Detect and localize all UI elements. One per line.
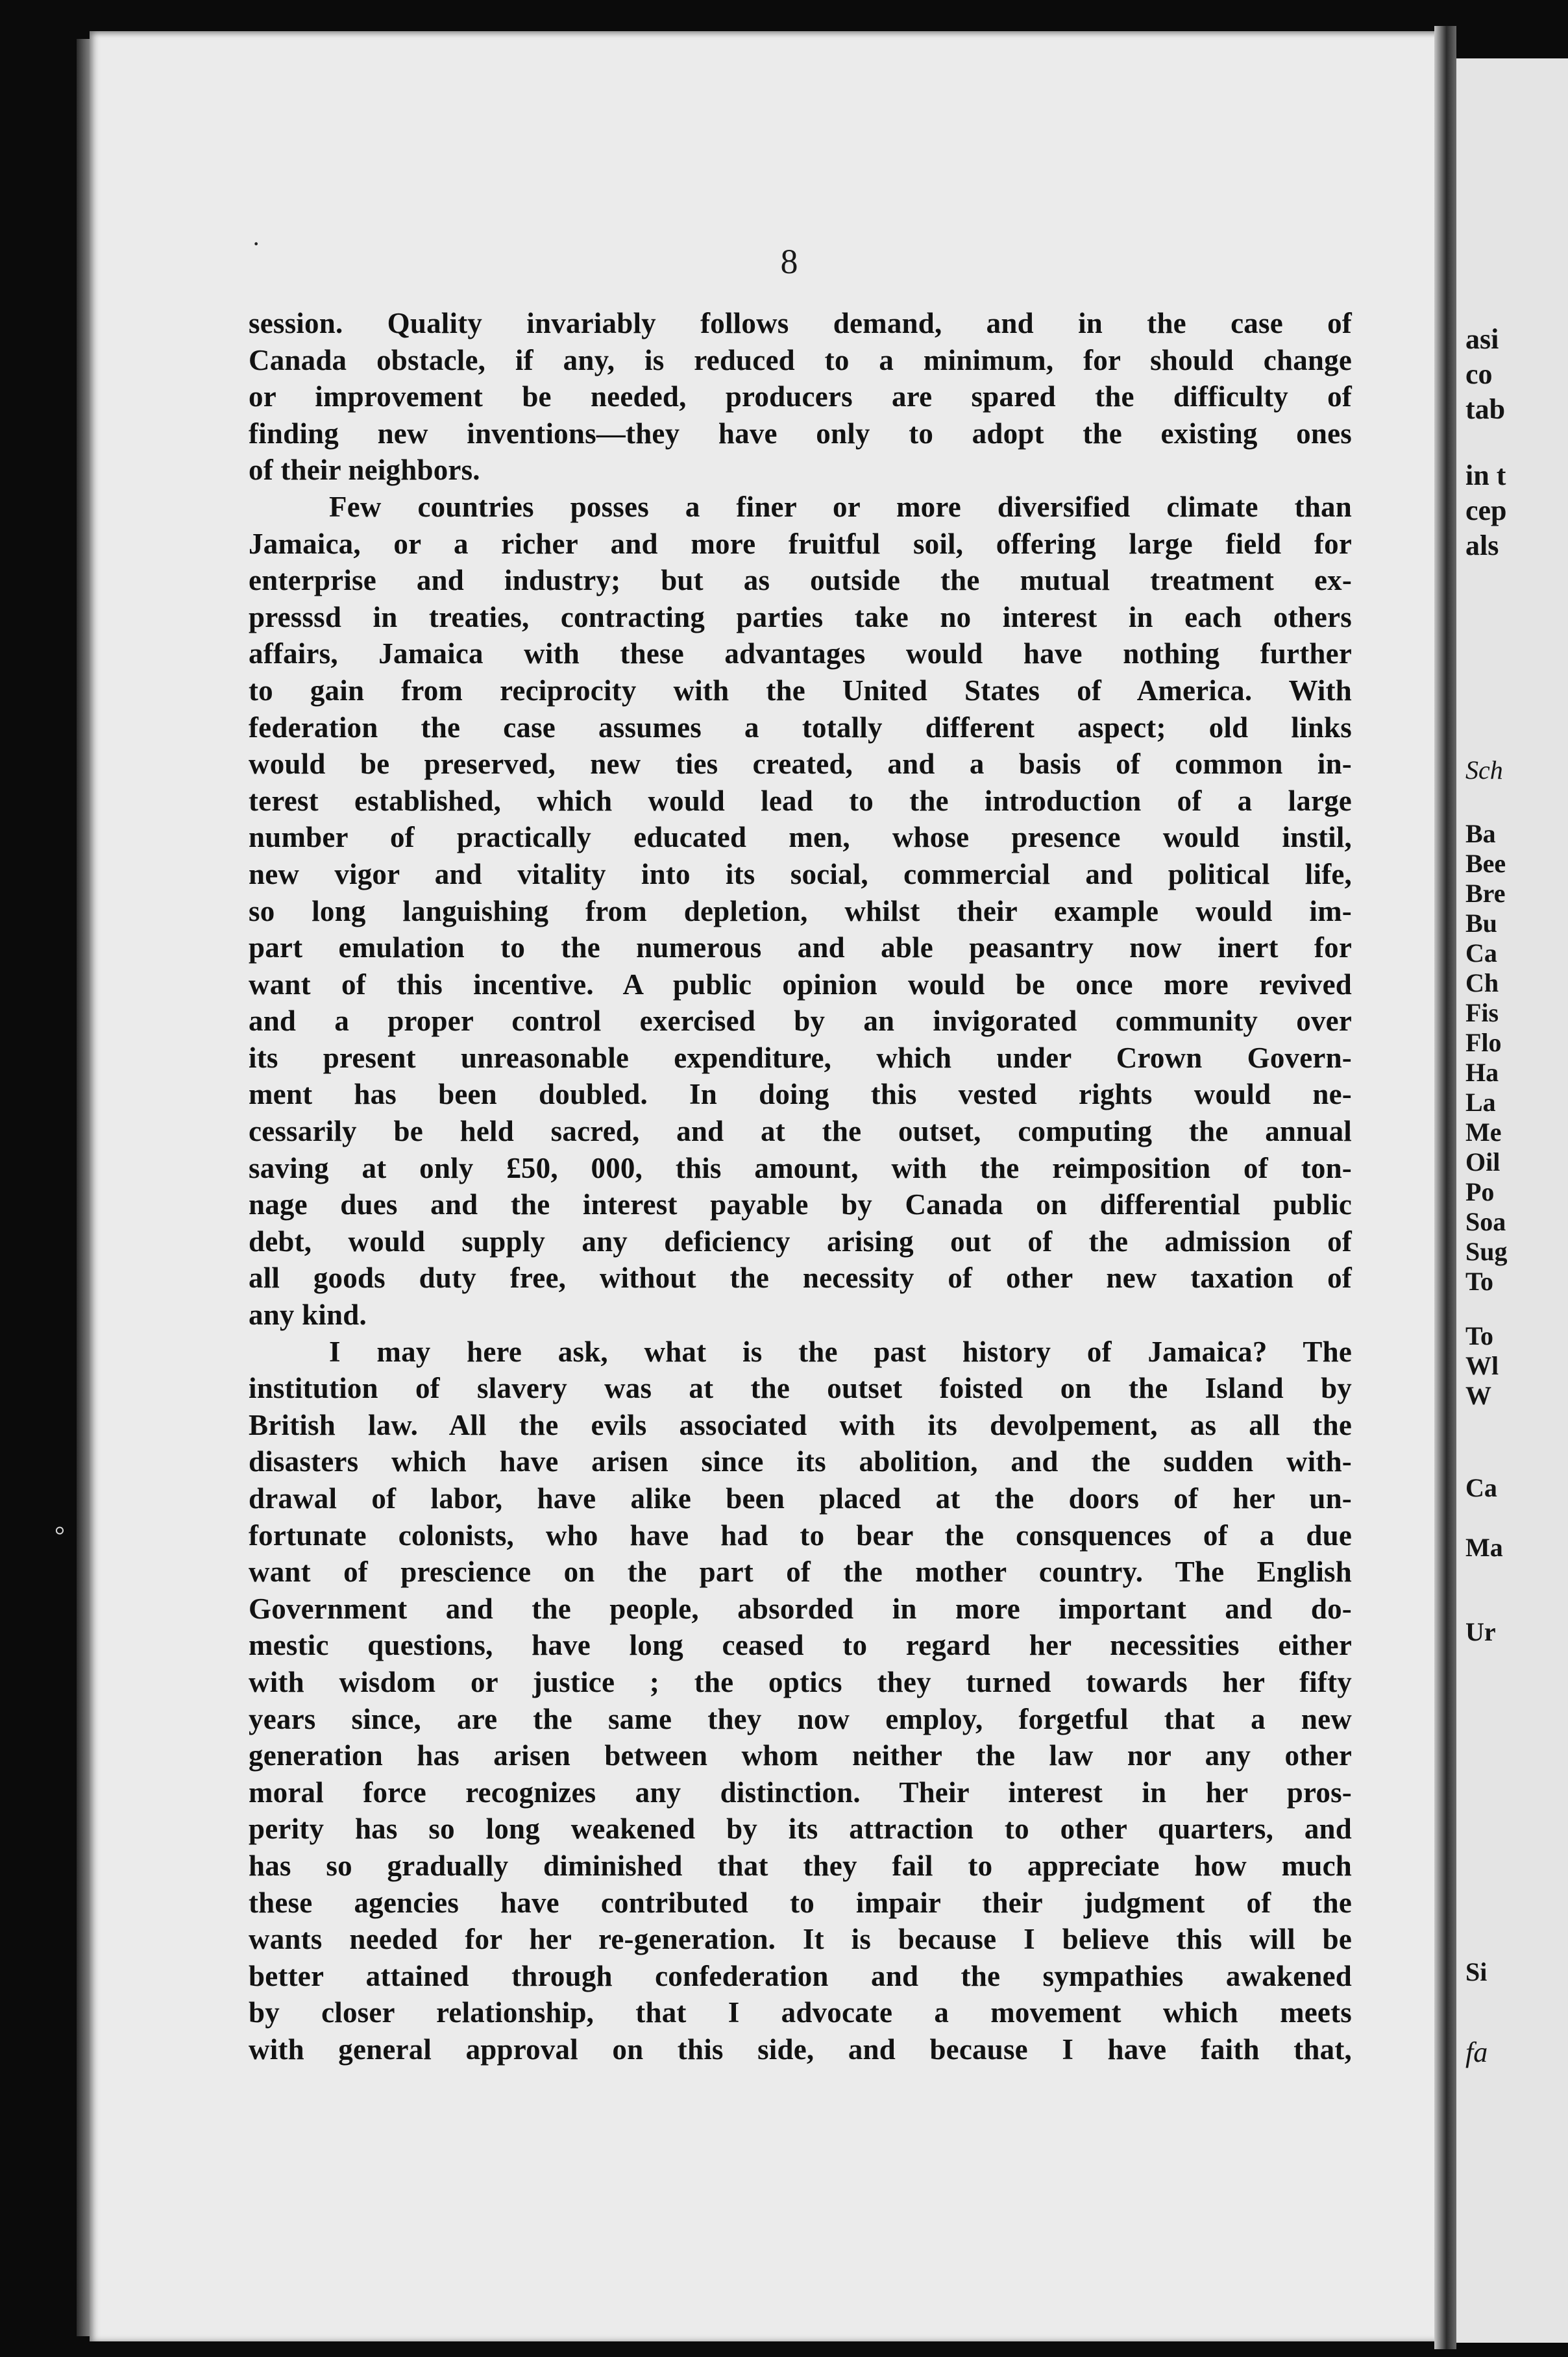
text-line: has so gradually diminished that they fail to appreciate how much xyxy=(249,1849,1352,1882)
facing-page-fragment: in t xyxy=(1465,459,1506,491)
facing-page-fragment: Flo xyxy=(1465,1028,1502,1057)
text-line: Few countries posses a finer or more diversified climate than xyxy=(329,490,1352,523)
facing-page-fragment: Me xyxy=(1465,1117,1502,1147)
text-line: Government and the people, absorded in more important and do- xyxy=(249,1592,1352,1625)
text-line: want of this incentive. A public opinion would be once more revived xyxy=(249,968,1352,1001)
text-line: with general approval on this side, and because I have faith that, xyxy=(249,2033,1352,2066)
ink-speck: · xyxy=(252,229,261,258)
facing-page-fragment: Fis xyxy=(1465,998,1499,1027)
text-line: presssd in treaties, contracting parties take no interest in each others xyxy=(249,600,1352,633)
facing-page-fragment: Po xyxy=(1465,1177,1495,1206)
text-line: moral force recognizes any distinction. Their interest in her pros- xyxy=(249,1776,1352,1809)
text-line: by closer relationship, that I advocate a movement which meets xyxy=(249,1996,1352,2029)
facing-page-fragment: Ch xyxy=(1465,968,1499,997)
facing-page-fragment: Ma xyxy=(1465,1533,1503,1562)
text-line: generation has arisen between whom neither the law nor any other xyxy=(249,1739,1352,1772)
text-line: would be preserved, new ties created, and a basis of common in- xyxy=(249,748,1352,781)
text-line: its present unreasonable expenditure, which under Crown Govern- xyxy=(249,1041,1352,1074)
text-line: session. Quality invariably follows demand, and in the case of xyxy=(249,307,1352,339)
facing-page-fragment: Ha xyxy=(1465,1058,1499,1087)
text-line: Canada obstacle, if any, is reduced to a minimum, for should change xyxy=(249,343,1352,376)
facing-page-fragment: Ur xyxy=(1465,1617,1496,1646)
text-line: institution of slavery was at the outset foisted on the Island by xyxy=(249,1372,1352,1405)
text-line: debt, would supply any deficiency arising out of the admission of xyxy=(249,1225,1352,1258)
text-line: years since, are the same they now employ, forgetful that a new xyxy=(249,1702,1352,1735)
text-line: fortunate colonists, who have had to bear the consquences of a due xyxy=(249,1519,1352,1552)
text-line: cessarily be held sacred, and at the outset, computing the annual xyxy=(249,1115,1352,1148)
facing-page-fragment: Ca xyxy=(1465,938,1497,968)
text-line: with wisdom or justice ; the optics they turned towards her fifty xyxy=(249,1665,1352,1698)
text-line: drawal of labor, have alike been placed at the doors of her un- xyxy=(249,1482,1352,1515)
text-line: finding new inventions—they have only to adopt the existing ones xyxy=(249,417,1352,450)
text-line: or improvement be needed, producers are spared the difficulty of xyxy=(249,380,1352,413)
text-line: saving at only £50, 000, this amount, with the reimposition of ton- xyxy=(249,1151,1352,1184)
text-line: these agencies have contributed to impair their judgment of the xyxy=(249,1886,1352,1919)
text-line: British law. All the evils associated with its devolpement, as all the xyxy=(249,1408,1352,1441)
facing-page-fragment: Bre xyxy=(1465,879,1506,908)
facing-page-fragment: co xyxy=(1465,358,1493,390)
text-line: affairs, Jamaica with these advantages would have nothing further xyxy=(249,637,1352,670)
facing-page-fragment: cep xyxy=(1465,495,1507,526)
text-line: I may here ask, what is the past history of Jamaica? The xyxy=(329,1335,1352,1368)
facing-page-fragment: Sch xyxy=(1465,755,1503,785)
text-line: mestic questions, have long ceased to regard her necessities either xyxy=(249,1629,1352,1662)
text-line: terest established, which would lead to the introduction of a large xyxy=(249,784,1352,817)
facing-page-fragment: Bu xyxy=(1465,909,1497,938)
body-text xyxy=(249,305,1352,2068)
facing-page-fragment: Bee xyxy=(1465,849,1506,878)
facing-page-fragment: als xyxy=(1465,530,1499,561)
text-line: new vigor and vitality into its social, commercial and political life, xyxy=(249,857,1352,890)
text-line: ment has been doubled. In doing this vested rights would ne- xyxy=(249,1078,1352,1111)
text-line: want of prescience on the part of the mother country. The English xyxy=(249,1556,1352,1589)
text-line: of their neighbors. xyxy=(249,454,480,487)
text-line: so long languishing from depletion, whilst their example would im- xyxy=(249,894,1352,927)
text-line: to gain from reciprocity with the United States of America. With xyxy=(249,674,1352,707)
facing-page-fragment: Wl xyxy=(1465,1351,1499,1380)
text-line: part emulation to the numerous and able peasantry now inert for xyxy=(249,931,1352,964)
text-line: disasters which have arisen since its abolition, and the sudden with- xyxy=(249,1445,1352,1478)
ink-speck: ° xyxy=(55,1520,65,1550)
facing-page-fragment: Ba xyxy=(1465,819,1496,848)
facing-page-fragment: asi xyxy=(1465,323,1499,355)
facing-page-fragment: Oil xyxy=(1465,1147,1501,1177)
text-line: better attained through confederation and the sympathies awakened xyxy=(249,1959,1352,1992)
text-line: Jamaica, or a richer and more fruitful soil, offering large field for xyxy=(249,527,1352,560)
facing-page-fragment: Soa xyxy=(1465,1207,1506,1236)
facing-page-fragment: Si xyxy=(1465,1957,1488,1986)
book-gutter xyxy=(1434,26,1456,2349)
text-line: perity has so long weakened by its attraction to other quarters, and xyxy=(249,1813,1352,1846)
facing-page-fragment: fa xyxy=(1465,2036,1488,2068)
facing-page-fragment: To xyxy=(1465,1321,1494,1350)
page-number: 8 xyxy=(780,242,798,281)
text-line: enterprise and industry; but as outside the mutual treatment ex- xyxy=(249,564,1352,597)
text-line: any kind. xyxy=(249,1299,367,1332)
facing-page-fragment: Ca xyxy=(1465,1473,1497,1502)
text-line: wants needed for her re-generation. It is because I believe this will be xyxy=(249,1923,1352,1956)
facing-page-fragment: Sug xyxy=(1465,1237,1508,1266)
page-edge xyxy=(77,39,91,2336)
facing-page-fragment: La xyxy=(1465,1088,1496,1117)
text-line: nage dues and the interest payable by Canada on differential public xyxy=(249,1188,1352,1221)
text-line: federation the case assumes a totally different aspect; old links xyxy=(249,711,1352,744)
text-line: and a proper control exercised by an invigorated community over xyxy=(249,1005,1352,1038)
text-line: number of practically educated men, whose presence would instil, xyxy=(249,821,1352,854)
facing-page-fragment: tab xyxy=(1465,393,1506,425)
facing-page xyxy=(1456,58,1568,2343)
facing-page-fragment: W xyxy=(1465,1381,1491,1410)
text-line: all goods duty free, without the necessity of other new taxation of xyxy=(249,1262,1352,1295)
facing-page-fragment: To xyxy=(1465,1267,1494,1296)
